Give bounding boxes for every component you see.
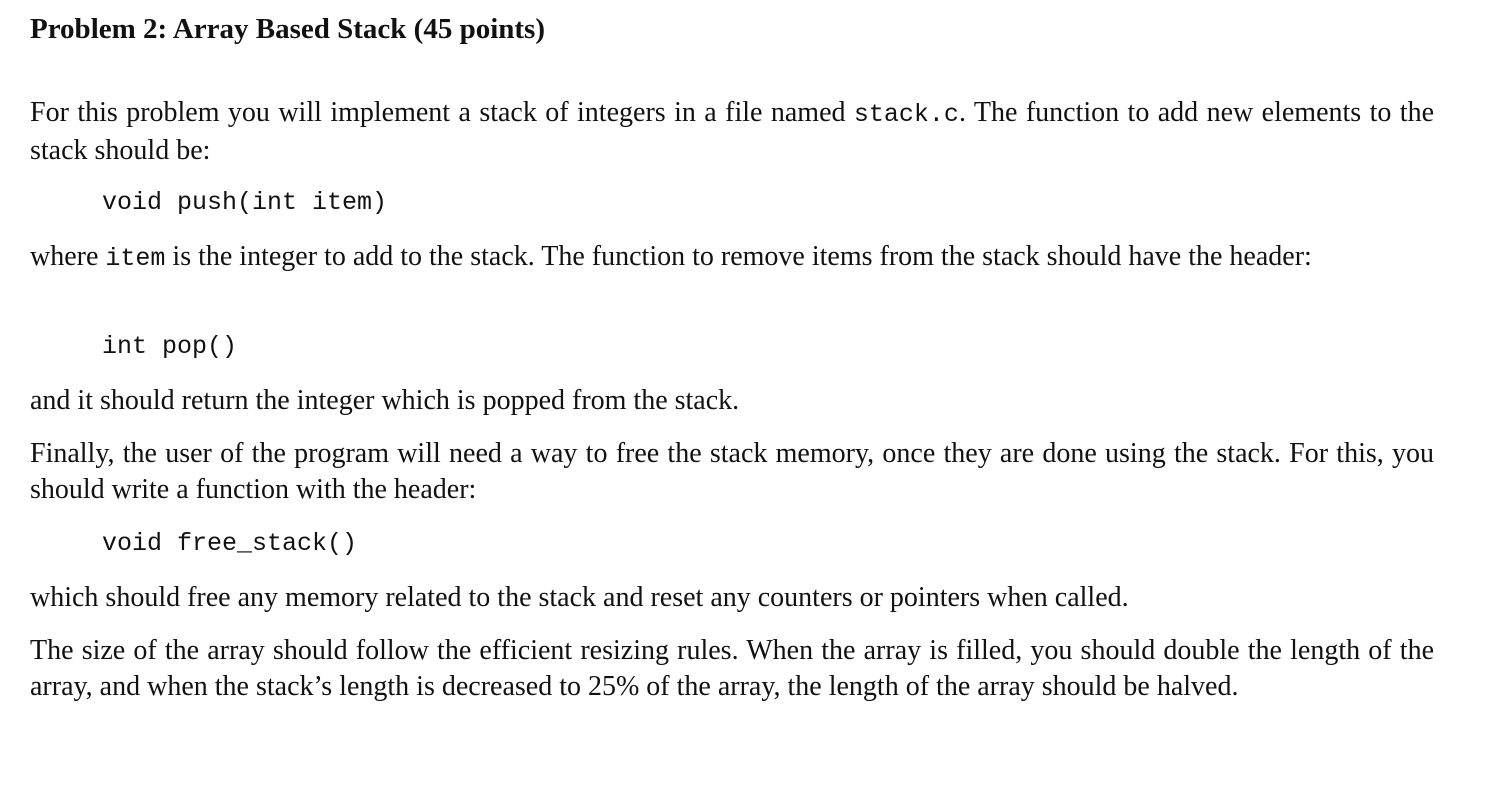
free-stack-signature-code: void free_stack() bbox=[102, 529, 358, 558]
intro-text-start: For this problem you will implement a stack of integers in a file named bbox=[30, 97, 854, 128]
pop-signature-code: int pop() bbox=[102, 332, 238, 361]
free-description-paragraph: which should free any memory related to the stack and reset any counters or pointers when called. bbox=[30, 582, 1129, 613]
pop-intro-text-end: is the integer to add to the stack. The function to remove items from the stack should have the header: bbox=[165, 241, 1312, 272]
free-intro-paragraph: Finally, the user of the program will need a way to free the stack memory, once they are done using the stack. For this, you should write a function with the header: bbox=[30, 438, 1434, 505]
intro-text-end: . The function to add new elements to the stack should be: bbox=[30, 97, 1435, 166]
item-param-code: item bbox=[105, 244, 166, 273]
pop-intro-text-start: where bbox=[30, 241, 106, 272]
intro-paragraph bbox=[30, 95, 1434, 168]
resizing-rules-paragraph: The size of the array should follow the efficient resizing rules. When the array is filled, you should double the length of the array, and when the stack’s length is decreased to 25% of the array, the length of the array should be halved. bbox=[30, 635, 1434, 702]
push-signature-code: void push(int item) bbox=[102, 188, 388, 217]
problem-heading: Problem 2: Array Based Stack (45 points) bbox=[30, 13, 546, 45]
pop-return-paragraph: and it should return the integer which is popped from the stack. bbox=[30, 385, 740, 416]
filename-code: stack.c bbox=[853, 100, 959, 129]
pop-intro-paragraph bbox=[30, 239, 1434, 277]
